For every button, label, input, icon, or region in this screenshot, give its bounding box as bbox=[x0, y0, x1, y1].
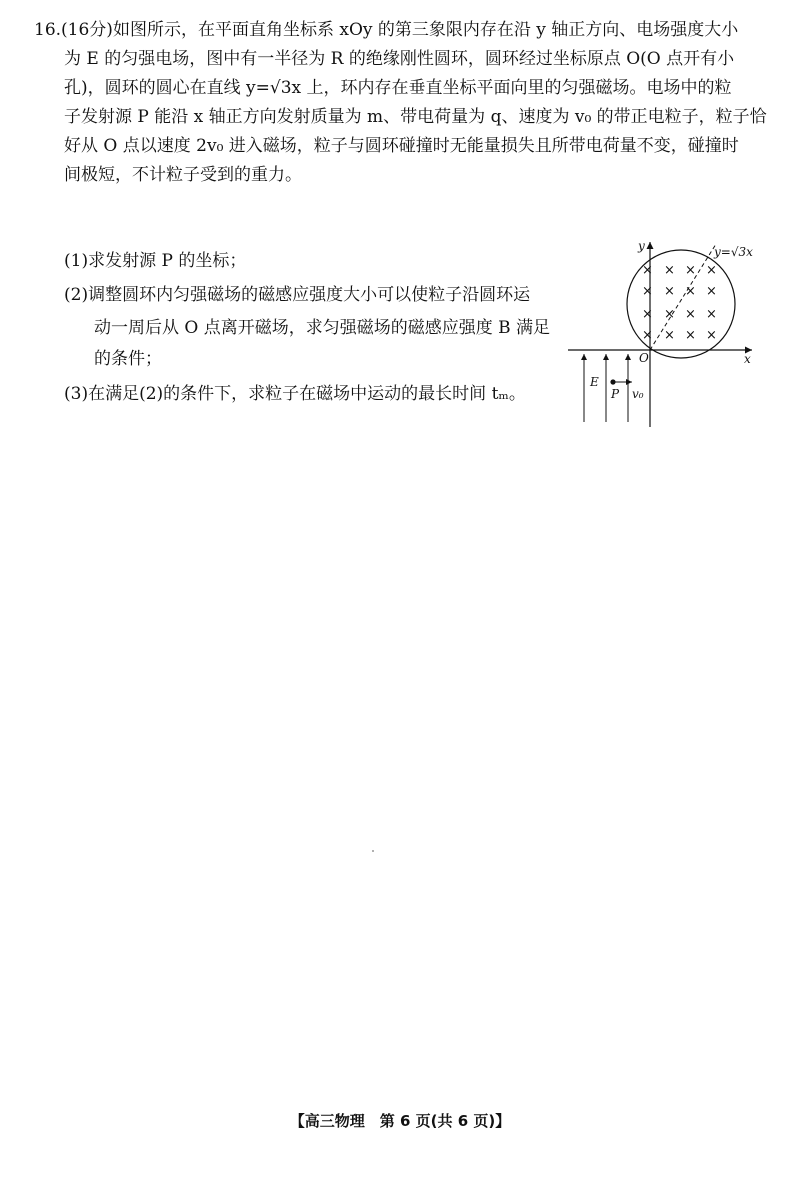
x-axis-label: x bbox=[744, 352, 751, 366]
field-cross: × bbox=[664, 307, 675, 322]
stem-line-1: 16.(16分)如图所示，在平面直角坐标系 xOy 的第三象限内存在沿 y 轴正方向、电场强度大小 bbox=[34, 20, 739, 40]
problem-score: (16分) bbox=[61, 20, 113, 40]
line-label: y=√3x bbox=[714, 245, 753, 259]
field-cross: × bbox=[685, 307, 696, 322]
field-label: E bbox=[590, 375, 599, 389]
stem-line-2: 为 E 的匀强电场，图中有一半径为 R 的绝缘刚性圆环，圆环经过坐标原点 O(O 点开有小 bbox=[64, 49, 735, 69]
origin-label: O bbox=[639, 351, 649, 365]
field-cross: × bbox=[664, 284, 675, 299]
y-axis-label: y bbox=[638, 239, 645, 253]
field-cross: × bbox=[685, 284, 696, 299]
stem-line-6: 间极短，不计粒子受到的重力。 bbox=[64, 165, 302, 185]
page-speck bbox=[372, 850, 374, 852]
field-cross: × bbox=[706, 263, 717, 278]
source-label: P bbox=[611, 387, 620, 401]
velocity-label: v₀ bbox=[632, 387, 644, 401]
field-cross: × bbox=[642, 263, 653, 278]
diagram-svg bbox=[566, 232, 776, 432]
field-cross: × bbox=[685, 263, 696, 278]
question-3: (3)在满足(2)的条件下，求粒子在磁场中运动的最长时间 tₘ。 bbox=[64, 384, 526, 404]
question-2-line-2: 动一周后从 O 点离开磁场，求匀强磁场的磁感应强度 B 满足 bbox=[94, 318, 551, 338]
problem-stem bbox=[34, 16, 767, 190]
field-cross: × bbox=[664, 263, 675, 278]
stem-line-3: 孔)，圆环的圆心在直线 y=√3x 上，环内存在垂直坐标平面向里的匀强磁场。电场中的粒 bbox=[64, 78, 732, 98]
question-2-line-1: (2)调整圆环内匀强磁场的磁感应强度大小可以使粒子沿圆环运 bbox=[64, 285, 531, 305]
field-cross: × bbox=[706, 307, 717, 322]
field-cross: × bbox=[706, 328, 717, 343]
magnetic-field-symbols bbox=[642, 263, 717, 343]
field-cross: × bbox=[642, 328, 653, 343]
stem-line-5: 好从 O 点以速度 2v₀ 进入磁场，粒子与圆环碰撞时无能量损失且所带电荷量不变，碰撞时 bbox=[64, 136, 739, 156]
field-cross: × bbox=[664, 328, 675, 343]
field-cross: × bbox=[642, 307, 653, 322]
problem-number: 16. bbox=[34, 20, 62, 40]
field-cross: × bbox=[685, 328, 696, 343]
physics-diagram bbox=[566, 232, 776, 432]
question-1: (1)求发射源 P 的坐标； bbox=[64, 251, 247, 271]
field-cross: × bbox=[706, 284, 717, 299]
page-footer: 【高三物理 第 6 页(共 6 页)】 bbox=[289, 1112, 511, 1130]
question-2-line-3: 的条件； bbox=[94, 349, 162, 369]
stem-line-4: 子发射源 P 能沿 x 轴正方向发射质量为 m、带电荷量为 q、速度为 v₀ 的带正电粒子，粒子恰 bbox=[64, 107, 767, 127]
field-cross: × bbox=[642, 284, 653, 299]
